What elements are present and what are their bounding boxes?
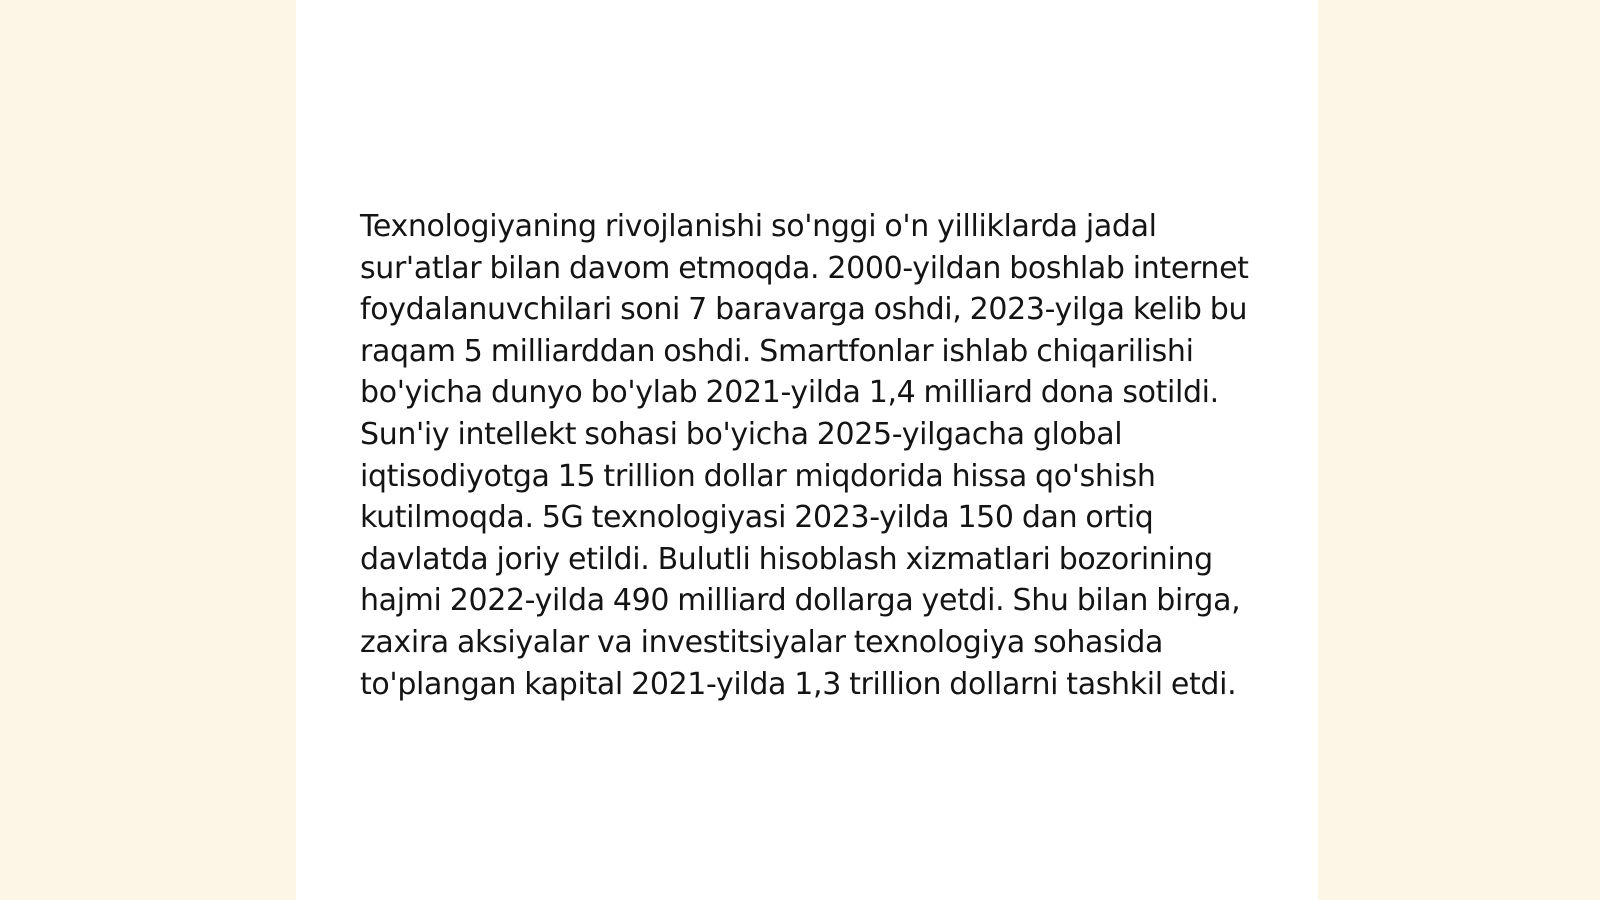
document-page: [296, 0, 1318, 900]
body-paragraph: Texnologiyaning rivojlanishi so'nggi o'n yilliklarda jadal sur'atlar bilan davom etmoqda. 2000-yildan boshlab internet foydalanuvchilari soni 7 baravarga oshdi, 2023-yilga kelib bu raqam 5 milliarddan oshdi. Smartfonlar ishlab chiqarilishi bo'yicha dunyo bo'ylab 2021-yilda 1,4 milliard dona sotildi. Sun'iy intellekt sohasi bo'yicha 2025-yilgacha global iqtisodiyotga 15 trillion dollar miqdorida hissa qo'shish kutilmoqda. 5G texnologiyasi 2023-yilda 150 dan ortiq davlatda joriy etildi. Bulutli hisoblash xizmatlari bozorining hajmi 2022-yilda 490 milliard dollarga yetdi. Shu bilan birga, zaxira aksiyalar va investitsiyalar texnologiya sohasida to'plangan kapital 2021-yilda 1,3 trillion dollarni tashkil etdi.: [360, 209, 1249, 702]
